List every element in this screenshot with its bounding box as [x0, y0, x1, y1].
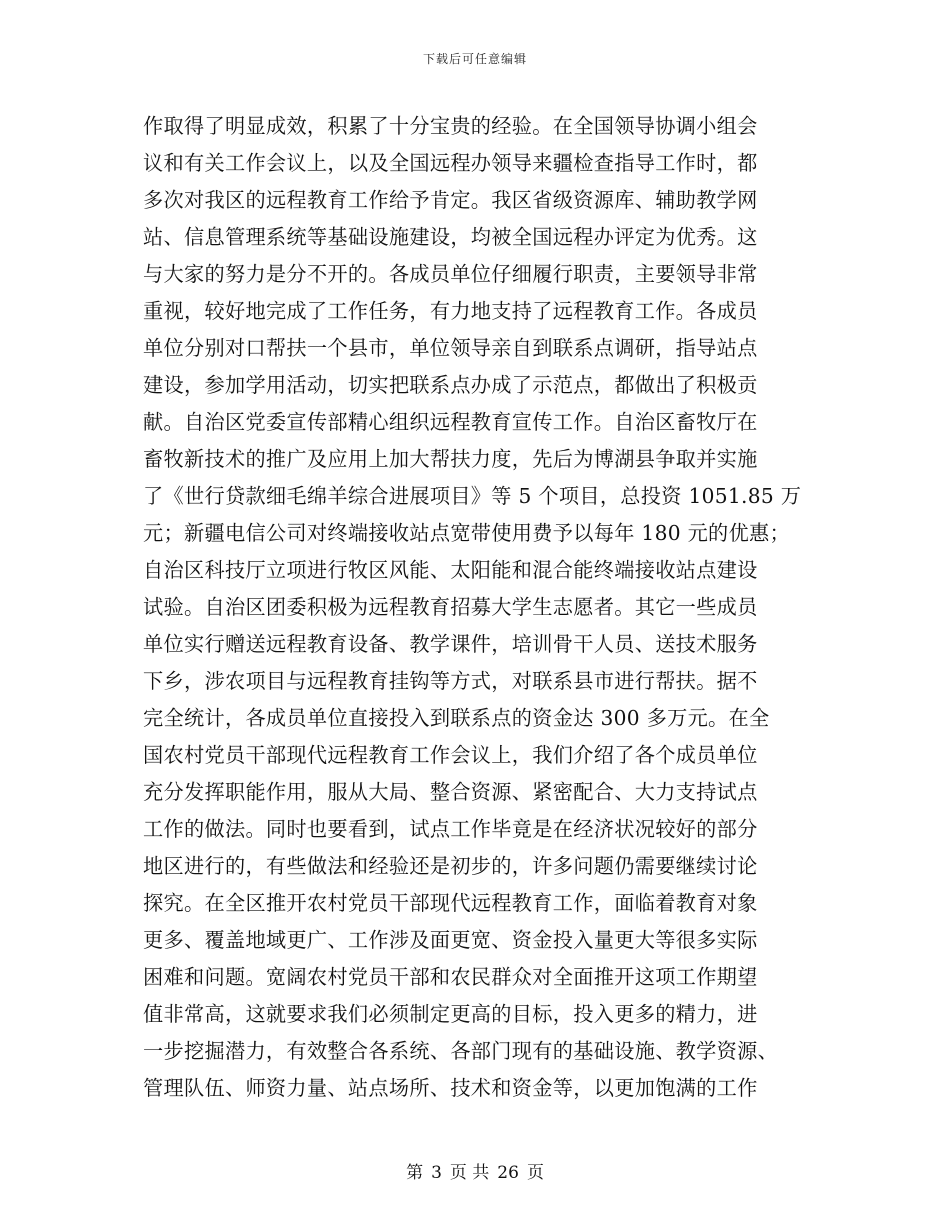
text-line: 重视，较好地完成了工作任务，有力地支持了远程教育工作。各成员: [143, 299, 758, 323]
text-line: 地区进行的，有些做法和经验还是初步的，许多问题仍需要继续讨论: [143, 854, 758, 878]
total-pages: 26: [497, 1163, 519, 1183]
text-line: 充分发挥职能作用，服从大局、整合资源、紧密配合、大力支持试点: [143, 780, 758, 804]
text-line: 元；新疆电信公司对终端接收站点宽带使用费予以每年 180 元的优惠；: [143, 521, 791, 545]
text-line: 完全统计，各成员单位直接投入到联系点的资金达 300 多万元。在全: [143, 706, 770, 730]
text-line: 工作的做法。同时也要看到，试点工作毕竟是在经济状况较好的部分: [143, 817, 758, 841]
text-line: 了《世行贷款细毛绵羊综合进展项目》等 5 个项目，总投资 1051.85 万: [143, 484, 802, 508]
text-line: 多次对我区的远程教育工作给予肯定。我区省级资源库、辅助教学网: [143, 188, 758, 212]
text-line: 国农村党员干部现代远程教育工作会议上，我们介绍了各个成员单位: [143, 743, 758, 767]
page-mid: 页 共: [449, 1163, 490, 1183]
text-line: 自治区科技厅立项进行牧区风能、太阳能和混合能终端接收站点建设: [143, 558, 758, 582]
body-text: [143, 108, 803, 1107]
text-line: 建设，参加学用活动，切实把联系点办成了示范点，都做出了积极贡: [143, 373, 758, 397]
text-line: 献。自治区党委宣传部精心组织远程教育宣传工作。自治区畜牧厅在: [143, 410, 758, 434]
text-line: 单位实行赠送远程教育设备、教学课件，培训骨干人员、送技术服务: [143, 632, 758, 656]
text-line: 单位分别对口帮扶一个县市，单位领导亲自到联系点调研，指导站点: [143, 336, 758, 360]
text-line: 试验。自治区团委积极为远程教育招募大学生志愿者。其它一些成员: [143, 595, 758, 619]
text-line: 议和有关工作会议上，以及全国远程办领导来疆检查指导工作时，都: [143, 151, 758, 175]
text-line: 下乡，涉农项目与远程教育挂钩等方式，对联系县市进行帮扶。据不: [143, 669, 758, 693]
text-line: 站、信息管理系统等基础设施建设，均被全国远程办评定为优秀。这: [143, 225, 758, 249]
page-suffix: 页: [526, 1163, 544, 1183]
text-line: 探究。在全区推开农村党员干部现代远程教育工作，面临着教育对象: [143, 891, 758, 915]
text-line: 更多、覆盖地域更广、工作涉及面更宽、资金投入量更大等很多实际: [143, 928, 758, 952]
page-footer: [0, 1158, 950, 1183]
page-number: 3: [431, 1163, 442, 1183]
text-line: 与大家的努力是分不开的。各成员单位仔细履行职责，主要领导非常: [143, 262, 758, 286]
text-line: 作取得了明显成效，积累了十分宝贵的经验。在全国领导协调小组会: [143, 114, 758, 138]
text-line: 畜牧新技术的推广及应用上加大帮扶力度，先后为博湖县争取并实施: [143, 447, 758, 471]
page-header: 下载后可任意编辑: [422, 52, 527, 66]
text-line: 管理队伍、师资力量、站点场所、技术和资金等，以更加饱满的工作: [143, 1076, 758, 1100]
text-line: 困难和问题。宽阔农村党员干部和农民群众对全面推开这项工作期望: [143, 965, 758, 989]
page-prefix: 第: [406, 1163, 424, 1183]
text-line: 一步挖掘潜力，有效整合各系统、各部门现有的基础设施、教学资源、: [143, 1039, 779, 1063]
text-line: 值非常高，这就要求我们必须制定更高的目标，投入更多的精力，进: [143, 1002, 758, 1026]
